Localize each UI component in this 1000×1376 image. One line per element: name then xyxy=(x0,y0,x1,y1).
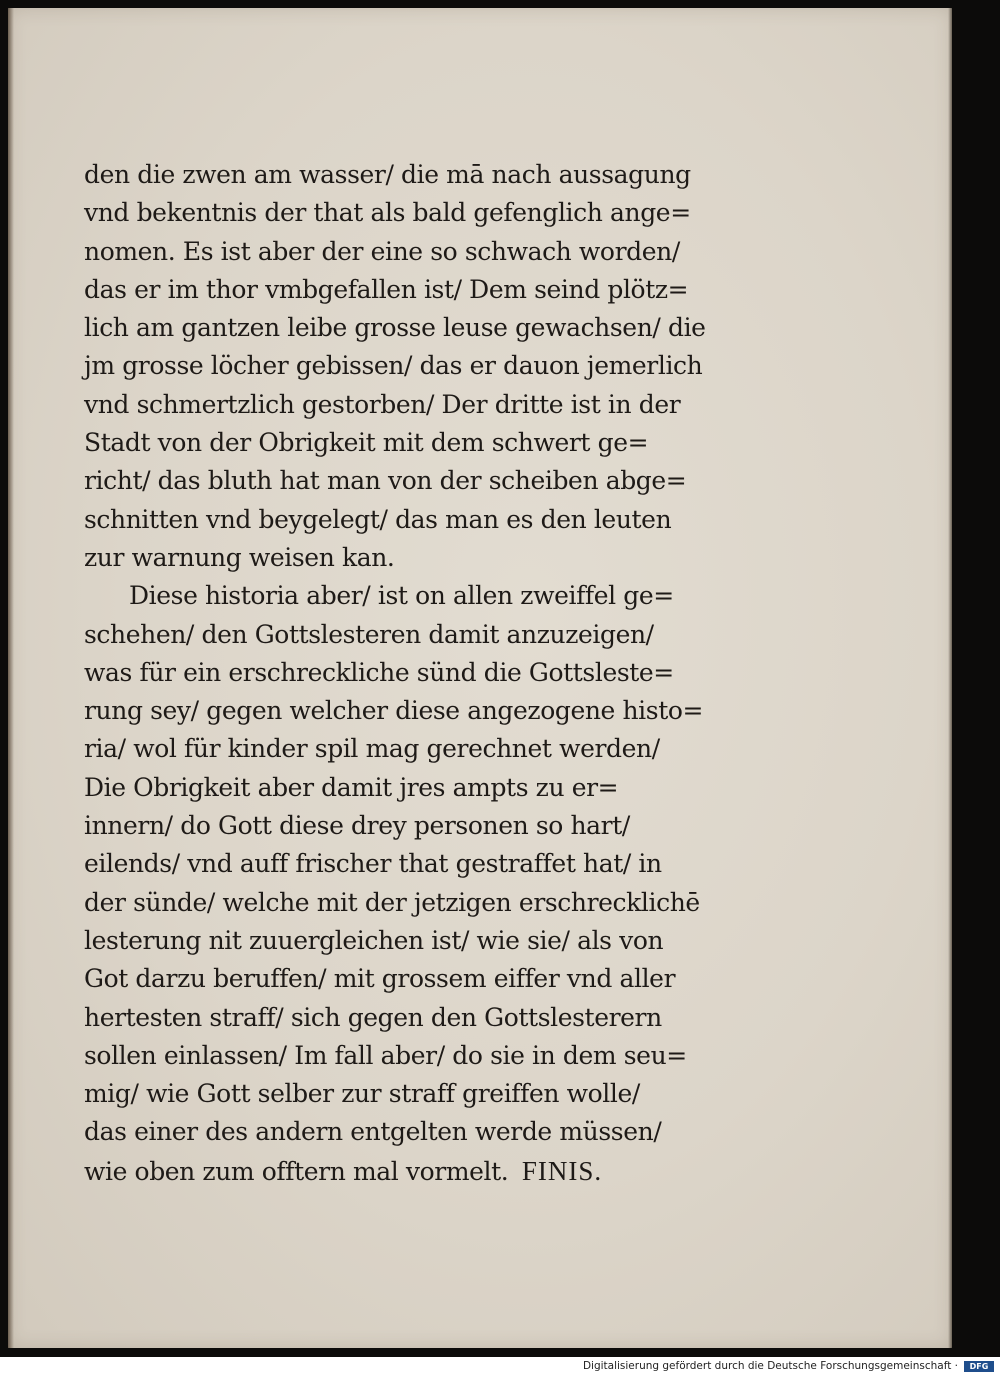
page-right-edge xyxy=(948,8,952,1348)
text-line: rung sey/ gegen welcher diese angezogene histo= xyxy=(84,696,704,726)
finis-mark: FINIS. xyxy=(521,1155,603,1186)
page-left-edge xyxy=(8,8,14,1348)
text-line: den die zwen am wasser/ die mā nach aussagung xyxy=(84,160,691,189)
dfg-logo-icon: DFG xyxy=(964,1361,994,1372)
text-line: Die Obrigkeit aber damit jres ampts zu er= xyxy=(84,772,619,802)
footer-bar xyxy=(0,1357,1000,1376)
text-line: eilends/ vnd auff frischer that gestraffet hat/ in xyxy=(84,849,662,879)
text-line: Stadt von der Obrigkeit mit dem schwert ge= xyxy=(84,428,649,458)
text-line: vnd bekentnis der that als bald gefenglich ange= xyxy=(84,198,691,228)
text-line: hertesten straff/ sich gegen den Gottslesterern xyxy=(84,1002,662,1032)
text-line: lich am gantzen leibe grosse leuse gewachsen/ die xyxy=(84,313,706,343)
text-line: richt/ das bluth hat man von der scheiben abge= xyxy=(84,466,687,496)
text-line: zur warnung weisen kan. xyxy=(84,542,395,572)
text-line: das er im thor vmbgefallen ist/ Dem seind plötz= xyxy=(84,274,689,304)
text-line: schnitten vnd beygelegt/ das man es den leuten xyxy=(84,504,672,534)
text-line: schehen/ den Gottslesteren damit anzuzeigen/ xyxy=(84,619,654,649)
text-line: mig/ wie Gott selber zur straff greiffen wolle/ xyxy=(84,1079,640,1109)
text-line: nomen. Es ist aber der eine so schwach worden/ xyxy=(84,236,680,266)
text-line: lesterung nit zuuergleichen ist/ wie sie/ als von xyxy=(84,925,664,955)
text-line: innern/ do Gott diese drey personen so hart/ xyxy=(84,811,630,841)
text-line: ria/ wol für kinder spil mag gerechnet werden/ xyxy=(84,734,660,764)
text-line: das einer des andern entgelten werde müssen/ xyxy=(84,1117,662,1147)
last-line-text: wie oben zum offtern mal vormelt. xyxy=(84,1156,509,1186)
page-text xyxy=(84,156,784,1190)
text-line: sollen einlassen/ Im fall aber/ do sie in dem seu= xyxy=(84,1040,687,1070)
text-line: jm grosse löcher gebissen/ das er dauon jemerlich xyxy=(84,351,703,381)
last-text-line xyxy=(84,1152,784,1190)
text-line: was für ein erschreckliche sünd die Gottsleste= xyxy=(84,657,674,687)
paragraph-start-line: Diese historia aber/ ist on allen zweiffel ge= xyxy=(129,581,674,611)
text-line: vnd schmertzlich gestorben/ Der dritte ist in der xyxy=(84,389,681,419)
funding-notice: Digitalisierung gefördert durch die Deutsche Forschungsgemeinschaft · xyxy=(582,1360,958,1372)
text-line: der sünde/ welche mit der jetzigen erschrecklichē xyxy=(84,887,700,917)
text-line: Got darzu beruffen/ mit grossem eiffer vnd aller xyxy=(84,964,676,994)
document-page xyxy=(8,8,952,1348)
